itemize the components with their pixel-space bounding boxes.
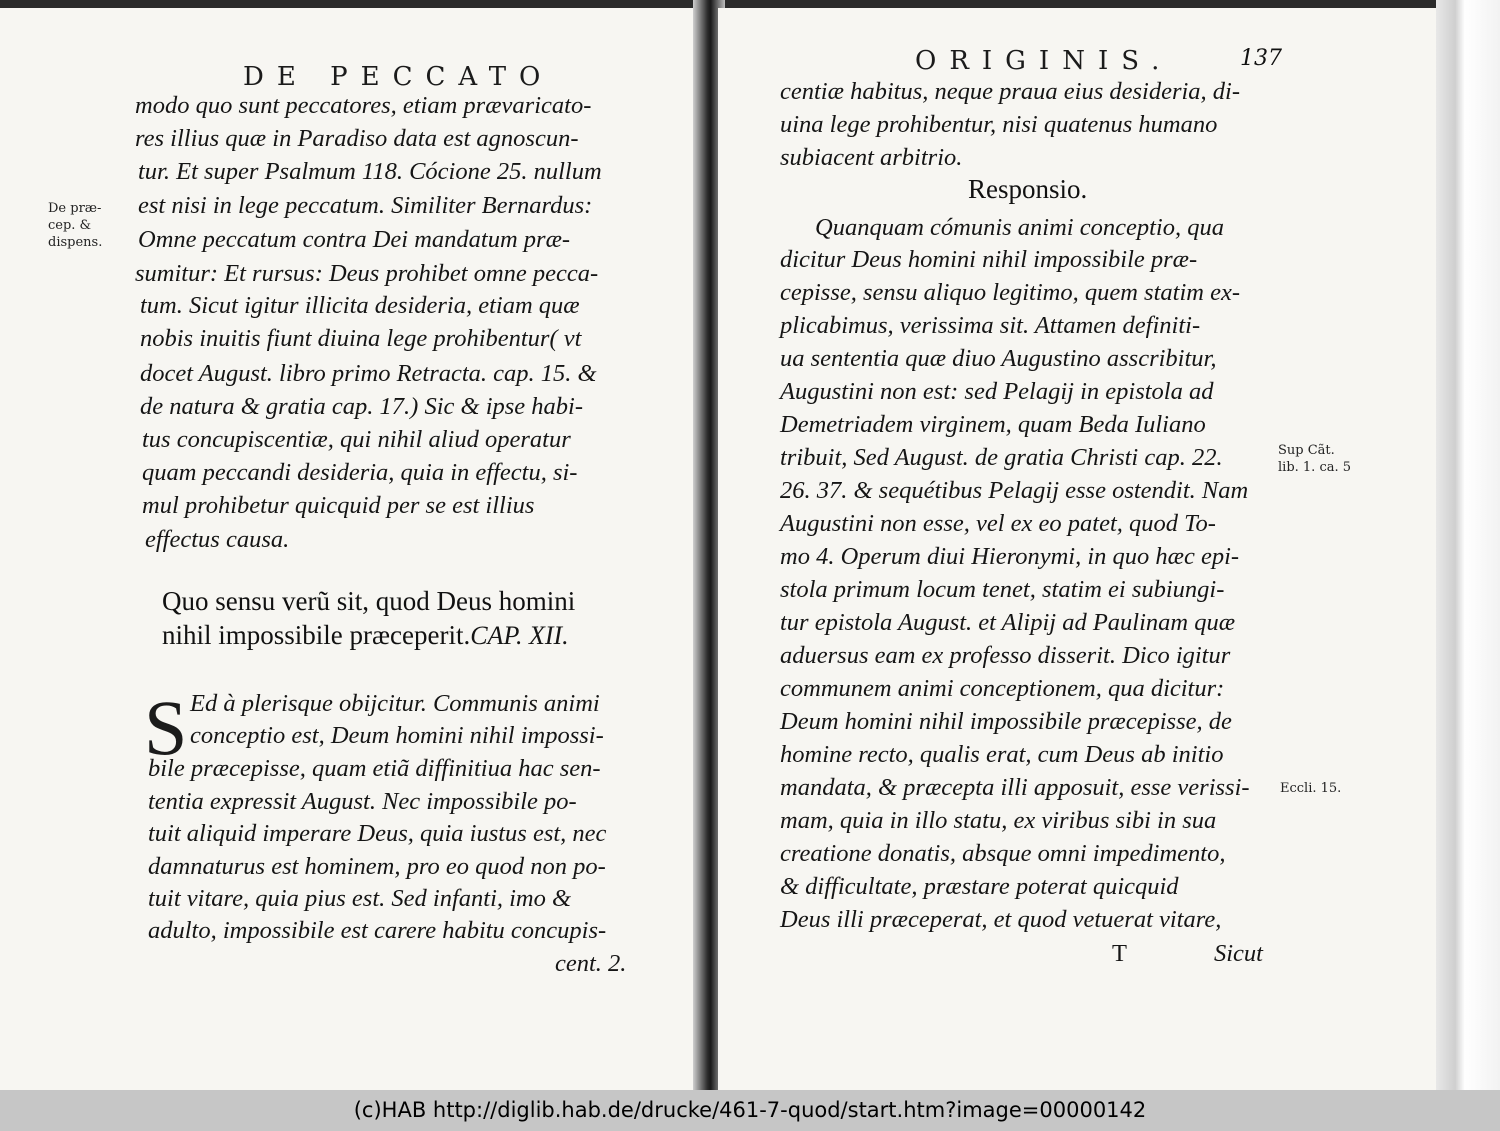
text-line: modo quo sunt peccatores, etiam prævaricato- [135, 92, 592, 119]
text-line: cepisse, sensu aliquo legitimo, quem statim ex- [780, 279, 1240, 306]
right-margin-note-2: Eccli. 15. [1280, 781, 1342, 796]
signature-mark: T [1112, 940, 1127, 967]
chapter-label: CAP. XII. [470, 621, 569, 650]
text-line: adulto, impossibile est carere habitu concupis- [148, 917, 607, 944]
text-line: Ed à plerisque obijcitur. Communis animi [190, 690, 600, 717]
text-line: tuit aliquid imperare Deus, quia iustus est, nec [148, 820, 607, 847]
text-line: tur epistola August. et Alipij ad Paulinam quæ [780, 609, 1236, 636]
text-line: 26. 37. & sequétibus Pelagij esse ostendit. Nam [780, 477, 1249, 504]
text-line: mandata, & præcepta illi apposuit, esse verissi- [780, 774, 1250, 801]
text-line: communem animi conceptionem, qua dicitur: [780, 675, 1225, 702]
text-line: bile præcepisse, quam etiã diffinitiua hac sen- [148, 755, 601, 782]
text-line: tus concupiscentiæ, qui nihil aliud operatur [142, 426, 571, 453]
text-line: centiæ habitus, neque praua eius desideria, di- [780, 78, 1240, 105]
margin-note-line: cep. & [48, 218, 92, 233]
text-line: stola primum locum tenet, statim ei subiungi- [780, 576, 1225, 603]
text-line: res illius quæ in Paradiso data est agnoscun- [135, 125, 579, 152]
chapter-title-line2 [162, 620, 569, 651]
text-line: uina lege prohibentur, nisi quatenus humano [780, 111, 1218, 138]
page-number: 137 [1240, 46, 1282, 71]
text-line: dicitur Deus homini nihil impossibile præ- [780, 246, 1198, 273]
text-line: effectus causa. [145, 526, 290, 553]
text-line: quam peccandi desideria, quia in effectu, si- [142, 459, 578, 486]
text-line: mul prohibetur quicquid per se est illius [142, 492, 535, 519]
text-line: plicabimus, verissima sit. Attamen definiti- [780, 312, 1201, 339]
right-running-header: ORIGINIS. [915, 46, 1173, 76]
text-line: tur. Et super Psalmum 118. Cócione 25. nullum [138, 158, 602, 185]
text-line: conceptio est, Deum homini nihil impossi- [190, 722, 604, 749]
page-edges [1436, 0, 1500, 1090]
text-line: docet August. libro primo Retracta. cap. 15. & [140, 360, 597, 387]
text-line: Quanquam cómunis animi conceptio, qua [815, 214, 1224, 241]
catchword: cent. 2. [555, 950, 627, 977]
text-line: mam, quia in illo statu, ex viribus sibi in sua [780, 807, 1217, 834]
text-line: creatione donatis, absque omni impedimento, [780, 840, 1226, 867]
text-line: tentia expressit August. Nec impossibile po- [148, 788, 577, 815]
margin-note-line: dispens. [48, 235, 103, 250]
text-line: mo 4. Operum diui Hieronymi, in quo hæc epi- [780, 543, 1240, 570]
margin-note-line: Sup Cãt. [1278, 443, 1335, 458]
left-running-header: DE PECCATO [243, 62, 554, 92]
text-line: de natura & gratia cap. 17.) Sic & ipse habi- [140, 393, 583, 420]
text-line: est nisi in lege peccatum. Similiter Bernardus: [138, 192, 593, 219]
responsio-heading: Responsio. [968, 174, 1088, 204]
text-line: aduersus eam ex professo disserit. Dico igitur [780, 642, 1231, 669]
text-line: tum. Sicut igitur illicita desideria, etiam quæ [140, 292, 580, 319]
text-line: tuit vitare, quia pius est. Sed infanti, imo & [148, 885, 572, 912]
text-line: damnaturus est hominem, pro eo quod non po- [148, 853, 606, 880]
text-line: sumitur: Et rursus: Deus prohibet omne pecca- [135, 260, 599, 287]
catchword: Sicut [1214, 940, 1263, 967]
margin-note-line: De præ- [48, 201, 102, 216]
left-margin-note [48, 200, 102, 251]
text-line: homine recto, qualis erat, cum Deus ab initio [780, 741, 1224, 768]
text-line: subiacent arbitrio. [780, 144, 963, 171]
drop-cap: S [144, 684, 188, 771]
chapter-title: Quo sensu verũ sit, quod Deus homini [162, 586, 576, 616]
text-line: tribuit, Sed August. de gratia Christi cap. 22. [780, 444, 1223, 471]
margin-note-line: lib. 1. ca. 5 [1278, 460, 1352, 475]
text-line: Demetriadem virginem, quam Beda Iuliano [780, 411, 1206, 438]
text-line: nobis inuitis fiunt diuina lege prohibentur( vt [140, 325, 582, 352]
text-line: Augustini non esse, vel ex eo patet, quod To- [780, 510, 1216, 537]
text-line: ua sententia quæ diuo Augustino asscribitur, [780, 345, 1217, 372]
text-line: Deus illi præceperat, et quod vetuerat vitare, [780, 906, 1222, 933]
text-line: Omne peccatum contra Dei mandatum præ- [138, 226, 571, 253]
right-margin-note-1 [1278, 442, 1351, 476]
text-line: Deum homini nihil impossibile præcepisse, de [780, 708, 1232, 735]
copyright-footer: (c)HAB http://diglib.hab.de/drucke/461-7-quod/start.htm?image=00000142 [0, 1090, 1500, 1131]
text-line: Augustini non est: sed Pelagij in epistola ad [780, 378, 1214, 405]
text-line: & difficultate, præstare poterat quicquid [780, 873, 1179, 900]
chapter-title-text: nihil impossibile præceperit. [162, 620, 471, 650]
